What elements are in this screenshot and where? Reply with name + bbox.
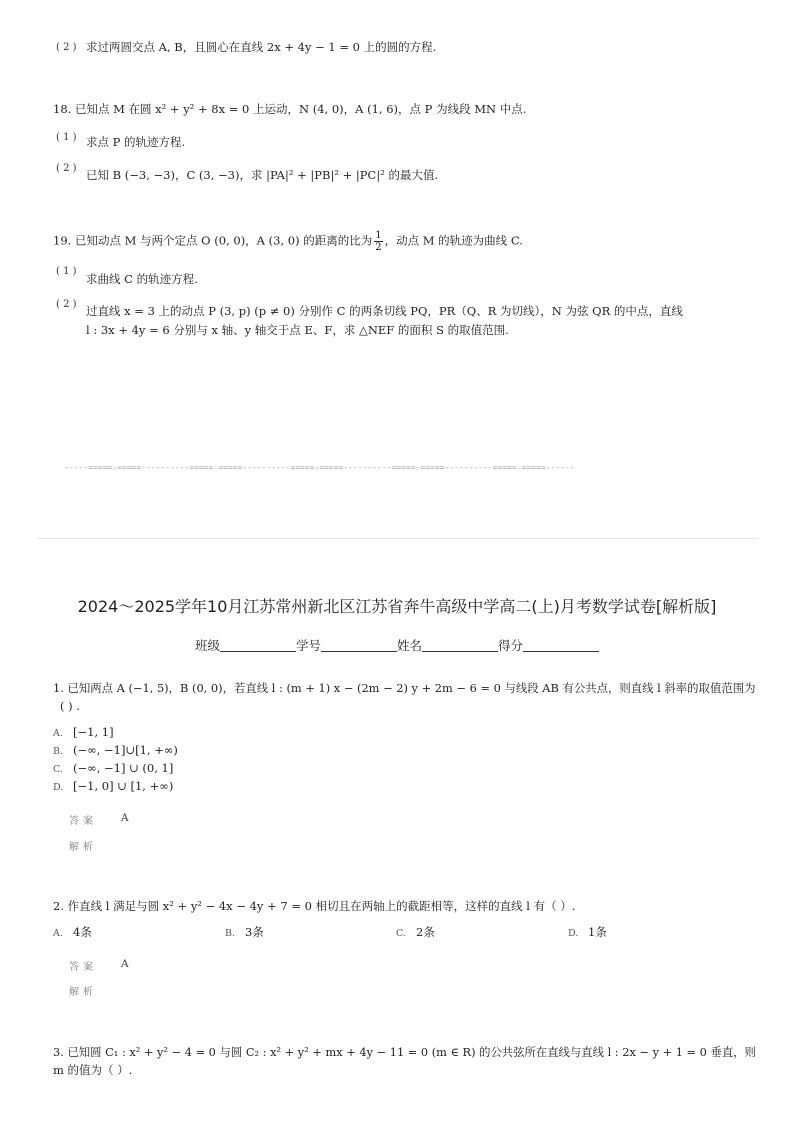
option-text: 1条 xyxy=(588,925,607,939)
option-text: (−∞, −1] ∪ (0, 1] xyxy=(73,761,174,775)
field-label-score: 得分 xyxy=(498,638,524,653)
option-text: (−∞, −1]∪[1, +∞) xyxy=(73,743,178,757)
field-label-class: 班级 xyxy=(194,638,220,653)
question-19-stem xyxy=(53,230,523,253)
analysis-label: 解析 xyxy=(69,842,97,853)
page-break-line xyxy=(38,538,758,539)
subquestion-number: ( 1 ) xyxy=(56,132,77,143)
option-a xyxy=(53,923,92,943)
paper-title: 2024～2025学年10月江苏常州新北区江苏省奔牛高级中学高二(上)月考数学试卷[解析版] xyxy=(77,597,717,616)
fraction xyxy=(374,230,382,253)
subquestion-number: ( 2 ) xyxy=(56,163,77,174)
subquestion-text: l : 3x + 4y = 6 分别与 x 轴、y 轴交于点 E、F，求 △NEF 的面积 S 的取值范围. xyxy=(86,323,509,337)
option-b xyxy=(225,923,264,943)
option-text: 2条 xyxy=(416,925,435,939)
blank-line xyxy=(422,639,498,652)
question-1-stem: 1. 已知两点 A (−1, 5)，B (0, 0)，若直线 l : (m + 1) x − (2m − 2) y + 2m − 6 = 0 与线段 AB 有公共点，则直线 l 斜率的取值范围为 xyxy=(53,681,756,695)
option-label: A. xyxy=(53,928,63,939)
analysis-label: 解析 xyxy=(69,987,97,998)
option-label: B. xyxy=(225,928,236,939)
option-text: [−1, 1] xyxy=(73,725,114,739)
question-1-stem-cont: ( ) . xyxy=(60,699,80,713)
question-3-stem: 3. 已知圆 C₁ : x² + y² − 4 = 0 与圆 C₂ : x² + y² + mx + 4y − 11 = 0 (m ∈ R) 的公共弦所在直线与直线 l : 2x − y + 1 = 0 垂直，则 xyxy=(53,1045,756,1059)
section-divider: -----=====☆=====----------=====☆=====----------=====☆=====----------=====☆=====----------=====☆=====------ xyxy=(64,463,575,472)
subquestion-text: 求点 P 的轨迹方程. xyxy=(86,135,186,149)
answer-label: 答案 xyxy=(69,962,97,973)
blank-line xyxy=(321,639,397,652)
field-label-name: 姓名 xyxy=(397,638,423,653)
option-b xyxy=(53,741,178,761)
subquestion-text: 已知 B (−3, −3)，C (3, −3)，求 |PA|² + |PB|² + |PC|² 的最大值. xyxy=(86,168,439,182)
subquestion-text: 过直线 x = 3 上的动点 P (3, p) (p ≠ 0) 分别作 C 的两条切线 PQ，PR（Q、R 为切线），N 为弦 QR 的中点，直线 xyxy=(86,304,683,318)
field-label-id: 学号 xyxy=(295,638,321,653)
subquestion-text: 求曲线 C 的轨迹方程. xyxy=(86,272,198,286)
option-text: 4条 xyxy=(73,925,92,939)
option-label: B. xyxy=(53,746,64,757)
option-d xyxy=(568,923,607,943)
subquestion-number: ( 2 ) xyxy=(56,299,77,310)
student-info-row xyxy=(0,636,794,654)
option-label: A. xyxy=(53,728,63,739)
option-c xyxy=(396,923,435,943)
subquestion-number: ( 1 ) xyxy=(56,266,77,277)
answer-value: A xyxy=(121,958,129,970)
option-label: D. xyxy=(568,928,579,939)
blank-line xyxy=(220,639,296,652)
question-18-stem: 18. 已知点 M 在圆 x² + y² + 8x = 0 上运动，N (4, 0)，A (1, 6)，点 P 为线段 MN 中点. xyxy=(53,102,527,116)
stem-part: ，动点 M 的轨迹为曲线 C. xyxy=(384,233,523,248)
option-d xyxy=(53,777,173,797)
option-text: [−1, 0] ∪ [1, +∞) xyxy=(73,779,174,793)
answer-value: A xyxy=(121,812,129,824)
option-c xyxy=(53,759,173,779)
question-2-stem: 2. 作直线 l 满足与圆 x² + y² − 4x − 4y + 7 = 0 相切且在两轴上的截距相等，这样的直线 l 有（ ）. xyxy=(53,899,576,913)
fraction-denominator: 2 xyxy=(375,242,382,253)
option-label: C. xyxy=(396,928,406,939)
question-3-stem-cont: m 的值为（ ）. xyxy=(53,1063,133,1077)
option-a xyxy=(53,723,114,743)
option-text: 3条 xyxy=(245,925,264,939)
blank-line xyxy=(523,639,599,652)
answer-label: 答案 xyxy=(69,816,97,827)
option-label: C. xyxy=(53,764,63,775)
stem-part: 19. 已知动点 M 与两个定点 O (0, 0)，A (3, 0) 的距离的比为 xyxy=(53,233,373,248)
subquestion-number: ( 2 ) xyxy=(56,42,77,53)
subquestion-text: 求过两圆交点 A, B，且圆心在直线 2x + 4y − 1 = 0 上的圆的方程. xyxy=(86,40,437,54)
option-label: D. xyxy=(53,782,64,793)
fraction-numerator: 1 xyxy=(375,230,382,241)
